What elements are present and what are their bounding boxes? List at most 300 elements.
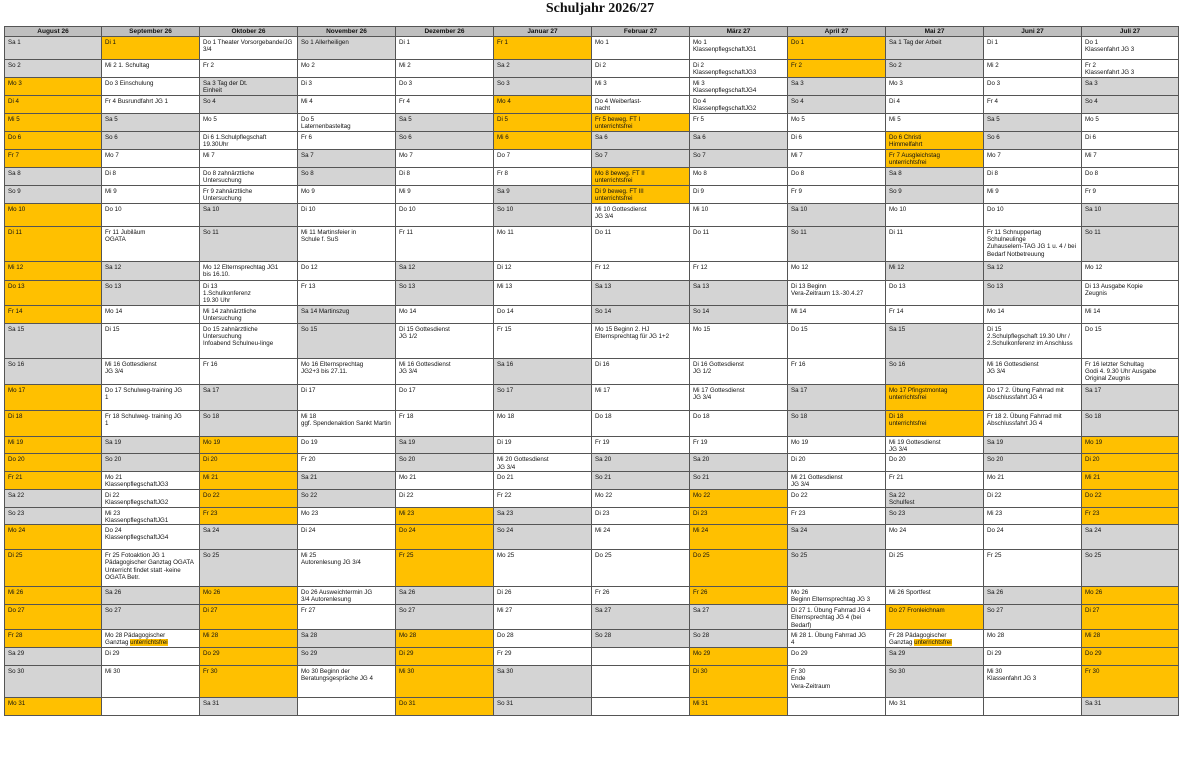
- day-cell: Do 20: [886, 454, 984, 471]
- day-cell: Do 22: [200, 489, 298, 507]
- day-cell: Do 17: [396, 385, 494, 411]
- day-cell: Fr 25: [396, 550, 494, 587]
- day-cell: Sa 14 Martinszug: [298, 306, 396, 324]
- day-cell: Fr 18 Schulweg- training JG 1: [102, 411, 200, 437]
- day-cell: So 10: [494, 204, 592, 227]
- table-row: [5, 471, 1179, 489]
- day-cell: Sa 22 Schulfest: [886, 489, 984, 507]
- day-cell: Mi 21: [200, 471, 298, 489]
- day-cell: Sa 31: [200, 698, 298, 716]
- day-cell: Do 6: [5, 132, 102, 150]
- day-cell: So 30: [5, 666, 102, 698]
- day-cell: Sa 15: [5, 324, 102, 359]
- day-cell: Di 26: [494, 587, 592, 605]
- day-cell: Di 25: [5, 550, 102, 587]
- day-cell: Do 31: [396, 698, 494, 716]
- day-cell: Fr 2: [200, 60, 298, 78]
- day-cell: Mi 14: [788, 306, 886, 324]
- day-cell: Di 11: [886, 227, 984, 262]
- day-cell: Fr 4 Busrundfahrt JG 1: [102, 96, 200, 114]
- day-cell: Di 17: [298, 385, 396, 411]
- day-cell: [592, 666, 690, 698]
- day-cell: Do 28: [494, 630, 592, 648]
- table-row: [5, 114, 1179, 132]
- table-row: [5, 359, 1179, 385]
- day-cell: Mo 29: [690, 648, 788, 666]
- day-cell: Di 4: [886, 96, 984, 114]
- day-cell: Sa 1 Tag der Arbeit: [886, 37, 984, 60]
- day-cell: Do 24: [396, 525, 494, 550]
- day-cell: Fr 18: [396, 411, 494, 437]
- day-cell: Fr 21: [5, 471, 102, 489]
- day-cell: Mi 5: [886, 114, 984, 132]
- day-cell: Do 19: [298, 437, 396, 454]
- day-cell: Sa 10: [200, 204, 298, 227]
- day-cell: Do 27: [5, 605, 102, 630]
- day-cell: Sa 27: [592, 605, 690, 630]
- day-cell: Fr 23: [1082, 507, 1179, 524]
- day-cell: So 4: [788, 96, 886, 114]
- day-cell: Sa 28: [298, 630, 396, 648]
- day-cell: Di 10: [298, 204, 396, 227]
- day-cell: Do 5 Laternenbasteltag: [298, 114, 396, 132]
- day-cell: Sa 13: [690, 281, 788, 306]
- day-cell: Mo 22: [690, 489, 788, 507]
- table-row: [5, 37, 1179, 60]
- day-cell: Fr 8: [494, 168, 592, 186]
- day-cell: So 13: [396, 281, 494, 306]
- day-cell: Di 18: [5, 411, 102, 437]
- day-cell: [788, 698, 886, 716]
- day-cell: Di 24: [298, 525, 396, 550]
- day-cell: Mo 26 Beginn Elternsprechtag JG 3: [788, 587, 886, 605]
- day-cell: Di 27: [1082, 605, 1179, 630]
- day-cell: [102, 698, 200, 716]
- table-row: [5, 587, 1179, 605]
- day-cell: Do 13: [5, 281, 102, 306]
- table-row: [5, 507, 1179, 524]
- month-header: Januar 27: [494, 27, 592, 37]
- day-cell: Do 10: [396, 204, 494, 227]
- day-cell: Di 20: [788, 454, 886, 471]
- day-cell: Mo 28: [984, 630, 1082, 648]
- day-cell: So 20: [396, 454, 494, 471]
- day-cell: Mi 5: [5, 114, 102, 132]
- day-cell: Fr 9: [788, 186, 886, 204]
- day-cell: Do 15: [788, 324, 886, 359]
- day-cell: Mi 7: [200, 150, 298, 168]
- day-cell: Mi 18 ggf. Spendenaktion Sankt Martin: [298, 411, 396, 437]
- day-cell: Di 9 beweg. FT III unterrichtsfrei: [592, 186, 690, 204]
- day-cell: Do 26 Ausweichtermin JG 3/4 Autorenlesung: [298, 587, 396, 605]
- day-cell: Sa 16: [494, 359, 592, 385]
- table-row: [5, 666, 1179, 698]
- day-cell: Mi 17 Gottesdienst JG 3/4: [690, 385, 788, 411]
- table-row: [5, 630, 1179, 648]
- day-cell: So 20: [984, 454, 1082, 471]
- day-cell: So 14: [592, 306, 690, 324]
- day-cell: Mi 28: [1082, 630, 1179, 648]
- table-row: [5, 385, 1179, 411]
- day-cell: So 23: [886, 507, 984, 524]
- table-row: [5, 132, 1179, 150]
- month-header: Mai 27: [886, 27, 984, 37]
- day-cell: Fr 30: [200, 666, 298, 698]
- day-cell: Sa 17: [1082, 385, 1179, 411]
- day-cell: Do 14: [494, 306, 592, 324]
- day-cell: Fr 7 Ausgleichstag unterrichtsfrei: [886, 150, 984, 168]
- day-cell: Fr 25 Fotoaktion JG 1 Pädagogischer Ganztag OGATA Unterricht findet statt -keine OGATA Betr.: [102, 550, 200, 587]
- day-cell: Mi 23 KlassenpflegschaftJG1: [102, 507, 200, 524]
- day-cell: Sa 3: [788, 78, 886, 96]
- month-header: Dezember 26: [396, 27, 494, 37]
- day-cell: Fr 14: [886, 306, 984, 324]
- table-row: [5, 262, 1179, 281]
- day-cell: Di 20: [1082, 454, 1179, 471]
- day-cell: Fr 11 Jubiläum OGATA: [102, 227, 200, 262]
- day-cell: [984, 698, 1082, 716]
- table-row: [5, 605, 1179, 630]
- day-cell: Mo 5: [200, 114, 298, 132]
- day-cell: Mo 7: [396, 150, 494, 168]
- day-cell: Sa 12: [984, 262, 1082, 281]
- day-cell: Mi 19 Gottesdienst JG 3/4: [886, 437, 984, 454]
- table-row: [5, 698, 1179, 716]
- day-cell: Fr 2 Klassenfahrt JG 3: [1082, 60, 1179, 78]
- day-cell: Mo 22: [592, 489, 690, 507]
- day-cell: Do 25: [690, 550, 788, 587]
- day-cell: Mi 10 Gottesdienst JG 3/4: [592, 204, 690, 227]
- day-cell: Do 11: [690, 227, 788, 262]
- day-cell: So 14: [690, 306, 788, 324]
- day-cell: Do 27 Fronleichnam: [886, 605, 984, 630]
- month-header: Juli 27: [1082, 27, 1179, 37]
- table-row: [5, 489, 1179, 507]
- day-cell: Sa 31: [1082, 698, 1179, 716]
- day-cell: So 11: [788, 227, 886, 262]
- day-cell: Fr 19: [592, 437, 690, 454]
- table-row: [5, 306, 1179, 324]
- day-cell: Di 12: [494, 262, 592, 281]
- day-cell: Di 22 KlassenpflegschaftJG2: [102, 489, 200, 507]
- day-cell: Do 8: [1082, 168, 1179, 186]
- day-cell: Mo 19: [200, 437, 298, 454]
- day-cell: Mo 9: [298, 186, 396, 204]
- day-cell: Fr 9: [1082, 186, 1179, 204]
- day-cell: So 30: [886, 666, 984, 698]
- day-cell: Sa 19: [396, 437, 494, 454]
- day-cell: Mo 19: [788, 437, 886, 454]
- table-row: [5, 411, 1179, 437]
- day-cell: Do 25: [592, 550, 690, 587]
- day-cell: Do 1 Klassenfahrt JG 3: [1082, 37, 1179, 60]
- day-cell: Do 4 KlassenpflegschaftJG2: [690, 96, 788, 114]
- day-cell: [592, 698, 690, 716]
- day-cell: Mi 2 1. Schultag: [102, 60, 200, 78]
- day-cell: So 18: [788, 411, 886, 437]
- day-cell: Mi 2: [984, 60, 1082, 78]
- day-cell: Fr 27: [298, 605, 396, 630]
- day-cell: Do 10: [102, 204, 200, 227]
- day-cell: So 27: [396, 605, 494, 630]
- day-cell: Do 11: [592, 227, 690, 262]
- day-cell: So 17: [494, 385, 592, 411]
- day-cell: So 18: [200, 411, 298, 437]
- day-cell: Do 1: [788, 37, 886, 60]
- day-cell: Sa 5: [396, 114, 494, 132]
- day-cell: Di 2 KlassenpflegschaftJG3: [690, 60, 788, 78]
- day-cell: Do 13: [886, 281, 984, 306]
- day-cell: Mi 28 1. Übung Fahrrad JG 4: [788, 630, 886, 648]
- day-cell: Mi 9: [102, 186, 200, 204]
- table-row: [5, 150, 1179, 168]
- day-cell: Di 13 1.Schulkonferenz 19.30 Uhr: [200, 281, 298, 306]
- day-cell: So 21: [592, 471, 690, 489]
- day-cell: Di 8: [396, 168, 494, 186]
- day-cell: Di 23: [592, 507, 690, 524]
- day-cell: Di 6 1.Schulpflegschaft 19.30Uhr: [200, 132, 298, 150]
- day-cell: Fr 12: [592, 262, 690, 281]
- day-cell: Mi 21 Gottesdienst JG 3/4: [788, 471, 886, 489]
- day-cell: Mo 14: [984, 306, 1082, 324]
- day-cell: Mo 16 Elternsprechtag JG2+3 bis 27.11.: [298, 359, 396, 385]
- day-cell: So 29: [298, 648, 396, 666]
- day-cell: So 3: [494, 78, 592, 96]
- day-cell: Mi 12: [886, 262, 984, 281]
- day-cell: Fr 7: [5, 150, 102, 168]
- day-cell: Mi 19: [5, 437, 102, 454]
- page-title: Schuljahr 2026/27: [545, 1, 655, 16]
- day-cell: Di 30: [690, 666, 788, 698]
- day-cell: So 27: [102, 605, 200, 630]
- day-cell: Sa 24: [1082, 525, 1179, 550]
- day-cell: Mo 12: [1082, 262, 1179, 281]
- day-cell: Do 20: [5, 454, 102, 471]
- day-cell: So 27: [984, 605, 1082, 630]
- day-cell: Mi 24: [690, 525, 788, 550]
- month-header: Oktober 26: [200, 27, 298, 37]
- day-cell: Fr 12: [690, 262, 788, 281]
- holiday-highlight: unterrichtsfrei: [130, 639, 168, 647]
- day-cell: So 20: [102, 454, 200, 471]
- day-cell: So 25: [1082, 550, 1179, 587]
- day-cell: Di 16 Gottesdienst JG 1/2: [690, 359, 788, 385]
- day-cell: Mo 15 Beginn 2. HJ Elternsprechtag für JG 1+2: [592, 324, 690, 359]
- day-cell: Mi 11 Martinsfeier in Schule f. SuS: [298, 227, 396, 262]
- day-cell: Fr 26: [592, 587, 690, 605]
- day-cell: Mo 21: [984, 471, 1082, 489]
- day-cell: Mo 10: [886, 204, 984, 227]
- day-cell: Mi 14 zahnärztliche Untersuchung: [200, 306, 298, 324]
- day-cell: Do 6 Christi Himmelfahrt: [886, 132, 984, 150]
- day-cell: Mi 25 Autorenlesung JG 3/4: [298, 550, 396, 587]
- day-cell: So 6: [102, 132, 200, 150]
- day-cell: Sa 26: [984, 587, 1082, 605]
- day-cell: Mi 3 KlassenpflegschaftJG4: [690, 78, 788, 96]
- day-cell: So 6: [396, 132, 494, 150]
- day-cell: Di 5: [494, 114, 592, 132]
- day-cell: Mi 23: [396, 507, 494, 524]
- day-cell: Mo 1 KlassenpflegschaftJG1: [690, 37, 788, 60]
- day-cell: Sa 19: [984, 437, 1082, 454]
- day-cell: Sa 7: [298, 150, 396, 168]
- day-cell: Mi 12: [5, 262, 102, 281]
- day-cell: Mo 8 beweg. FT II unterrichtsfrei: [592, 168, 690, 186]
- day-cell: Mo 2: [298, 60, 396, 78]
- day-cell: Mo 3: [886, 78, 984, 96]
- day-cell: Mo 25: [494, 550, 592, 587]
- day-cell: Mi 28: [200, 630, 298, 648]
- day-cell: Mo 31: [886, 698, 984, 716]
- day-cell: Di 13 Ausgabe Kopie Zeugnis: [1082, 281, 1179, 306]
- day-cell: Sa 17: [788, 385, 886, 411]
- day-cell: Fr 16 letzter Schultag Godi 4. 9.30 Uhr Ausgabe Original Zeugnis: [1082, 359, 1179, 385]
- day-cell: So 25: [788, 550, 886, 587]
- day-cell: Di 8: [984, 168, 1082, 186]
- day-cell: Mi 9: [984, 186, 1082, 204]
- day-cell: Di 6: [1082, 132, 1179, 150]
- day-cell: Do 8: [788, 168, 886, 186]
- day-cell: So 4: [1082, 96, 1179, 114]
- day-cell: Fr 30: [1082, 666, 1179, 698]
- day-cell: So 16: [5, 359, 102, 385]
- day-cell: Mo 3: [5, 78, 102, 96]
- day-cell: Fr 23: [788, 507, 886, 524]
- day-cell: Di 2: [592, 60, 690, 78]
- day-cell: So 22: [298, 489, 396, 507]
- day-cell: Sa 10: [1082, 204, 1179, 227]
- day-cell: Mo 24: [5, 525, 102, 550]
- day-cell: Di 16: [592, 359, 690, 385]
- table-row: [5, 204, 1179, 227]
- table-row: [5, 96, 1179, 114]
- day-cell: Sa 6: [690, 132, 788, 150]
- month-header: März 27: [690, 27, 788, 37]
- day-cell: Fr 1: [494, 37, 592, 60]
- day-cell: Do 4 Weiberfast- nacht: [592, 96, 690, 114]
- day-cell: Di 22: [984, 489, 1082, 507]
- day-cell: Mi 7: [1082, 150, 1179, 168]
- day-cell: Fr 5: [690, 114, 788, 132]
- day-cell: Mo 17 Pfingstmontag unterrichtsfrei: [886, 385, 984, 411]
- day-cell: Mo 15: [690, 324, 788, 359]
- day-cell: Mo 21 KlassenpflegschaftJG3: [102, 471, 200, 489]
- day-cell: Fr 11: [396, 227, 494, 262]
- day-cell: Fr 6: [298, 132, 396, 150]
- day-cell: Di 25: [886, 550, 984, 587]
- day-cell: Do 29: [1082, 648, 1179, 666]
- day-cell: Fr 16: [200, 359, 298, 385]
- school-year-calendar: [4, 26, 1179, 716]
- day-cell: Do 12: [298, 262, 396, 281]
- calendar-body: [5, 37, 1179, 716]
- day-cell: Fr 28 Pädagogischer Ganztag unterrichtsfrei: [886, 630, 984, 648]
- day-cell: Mi 9: [396, 186, 494, 204]
- day-cell: [298, 698, 396, 716]
- day-cell: Fr 29: [494, 648, 592, 666]
- month-header: Februar 27: [592, 27, 690, 37]
- holiday-highlight: unterrichtsfrei: [914, 639, 952, 647]
- day-cell: Mo 5: [1082, 114, 1179, 132]
- day-cell: Mo 28: [396, 630, 494, 648]
- day-cell: Mi 20 Gottesdienst JG 3/4: [494, 454, 592, 471]
- day-cell: Sa 3 Tag der Dt. Einheit: [200, 78, 298, 96]
- day-cell: Fr 4: [984, 96, 1082, 114]
- day-cell: Di 1: [102, 37, 200, 60]
- day-cell: So 8: [298, 168, 396, 186]
- day-cell: Fr 25: [984, 550, 1082, 587]
- day-cell: Sa 20: [690, 454, 788, 471]
- day-cell: Di 29: [984, 648, 1082, 666]
- day-cell: Mo 10: [5, 204, 102, 227]
- day-cell: So 2: [5, 60, 102, 78]
- day-cell: Do 15: [1082, 324, 1179, 359]
- day-cell: Fr 22: [494, 489, 592, 507]
- day-cell: Mi 3: [592, 78, 690, 96]
- day-cell: Do 3 Einschulung: [102, 78, 200, 96]
- day-cell: So 16: [886, 359, 984, 385]
- day-cell: Di 18 unterrichtsfrei: [886, 411, 984, 437]
- day-cell: Sa 22: [5, 489, 102, 507]
- day-cell: Mi 17: [592, 385, 690, 411]
- day-cell: Do 3: [984, 78, 1082, 96]
- month-header: November 26: [298, 27, 396, 37]
- day-cell: Do 3: [396, 78, 494, 96]
- day-cell: Mo 1: [592, 37, 690, 60]
- day-cell: Sa 24: [200, 525, 298, 550]
- day-cell: Mi 21: [1082, 471, 1179, 489]
- day-cell: Sa 26: [102, 587, 200, 605]
- month-header-row: [5, 27, 1179, 37]
- day-cell: Mo 14: [102, 306, 200, 324]
- day-cell: Sa 26: [396, 587, 494, 605]
- day-cell: Mo 31: [5, 698, 102, 716]
- day-cell: So 28: [690, 630, 788, 648]
- day-cell: [592, 648, 690, 666]
- day-cell: Sa 29: [886, 648, 984, 666]
- day-cell: Mo 7: [102, 150, 200, 168]
- day-cell: Fr 18 2. Übung Fahrrad mit Abschlussfahrt JG 4: [984, 411, 1082, 437]
- day-cell: Do 1 Theater Vorsorgebande/JG 3/4: [200, 37, 298, 60]
- day-cell: Mo 14: [396, 306, 494, 324]
- day-cell: Mi 2: [396, 60, 494, 78]
- day-cell: Mi 23: [984, 507, 1082, 524]
- day-cell: Fr 2: [788, 60, 886, 78]
- day-cell: Mo 23: [298, 507, 396, 524]
- day-cell: Sa 13: [592, 281, 690, 306]
- day-cell: Fr 13: [298, 281, 396, 306]
- day-cell: Fr 14: [5, 306, 102, 324]
- month-header: April 27: [788, 27, 886, 37]
- table-row: [5, 525, 1179, 550]
- day-cell: Do 8 zahnärztliche Untersuchung: [200, 168, 298, 186]
- day-cell: So 11: [200, 227, 298, 262]
- day-cell: Do 7: [494, 150, 592, 168]
- day-cell: So 9: [886, 186, 984, 204]
- day-cell: Di 29: [396, 648, 494, 666]
- day-cell: Di 19: [494, 437, 592, 454]
- day-cell: Fr 21: [886, 471, 984, 489]
- day-cell: So 28: [592, 630, 690, 648]
- day-cell: Di 23: [690, 507, 788, 524]
- day-cell: Mi 30: [396, 666, 494, 698]
- table-row: [5, 454, 1179, 471]
- day-cell: Sa 12: [102, 262, 200, 281]
- day-cell: Mo 4: [494, 96, 592, 114]
- day-cell: Mo 5: [788, 114, 886, 132]
- day-cell: Mi 31: [690, 698, 788, 716]
- day-cell: Mi 24: [592, 525, 690, 550]
